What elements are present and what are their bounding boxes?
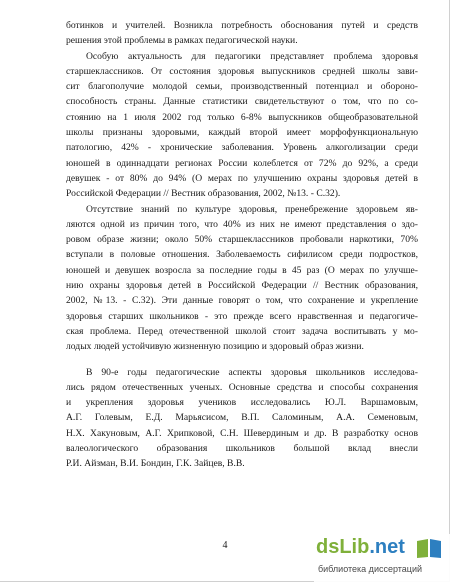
- text-line: старшеклассников. От состояния здоровья выпускников средней школы зави-: [66, 65, 418, 77]
- text-line: Н.Х. Хакуновым, А.Г. Хрипковой, С.Н. Шевердиным и др. В разработку основ: [66, 427, 418, 439]
- text-line: и укрепления здоровья учеников исследовались Ю.Л. Варшамовым,: [66, 397, 418, 409]
- watermark-logo-prefix: dsLib: [316, 536, 370, 558]
- text-line: здоровья старших школьников - это прежде всего нравственная и педагогиче-: [66, 310, 418, 322]
- body-text: [66, 18, 418, 472]
- watermark: [314, 534, 450, 582]
- text-line: ская проблема. Перед отечественной школой стоит задача воспитывать у мо-: [66, 325, 418, 337]
- text-line: решения этой проблемы в рамках педагогической науки.: [66, 35, 298, 47]
- text-line: патологию, 42% - хронические заболевания. Уровень алкоголизации среди: [66, 142, 418, 154]
- text-line: ляются одной из причин того, что 40% из них не имеют представления о здо-: [66, 218, 418, 230]
- text-line: ровом образе жизни; около 50% старшеклассников пробовали наркотики, 70%: [66, 234, 418, 246]
- text-line: Российской Федерации // Вестник образования, 2002, №13. - С.32).: [66, 188, 341, 200]
- text-line: сит благополучие молодой семьи, производственный потенциал и обороно-: [66, 81, 418, 93]
- text-line: способность страны. Данные статистики свидетельствуют о том, что по со-: [66, 96, 418, 108]
- text-line: нию охраны здоровья детей в Российской Федерации // Вестник образования,: [66, 280, 418, 292]
- text-line: Р.И. Айзман, В.И. Бондин, Г.К. Зайцев, В.В.: [66, 458, 245, 470]
- text-line: девушек - от 80% до 94% (О мерах по улучшению охраны здоровья детей в: [66, 172, 418, 184]
- text-line: ботинков и учителей. Возникла потребность обоснования путей и средств: [66, 20, 418, 31]
- text-line: В 90-е годы педагогические аспекты здоровья школьников исследова-: [86, 366, 418, 378]
- text-line: Особую актуальность для педагогики представляет проблема здоровья: [86, 50, 418, 62]
- text-line: школы признаны здоровыми, каждый второй имеет морфофункциональную: [66, 127, 418, 139]
- text-line: А.Г. Голевым, Е.Д. Марьясисом, В.П. Саломиным, А.А. Семеновым,: [66, 412, 418, 424]
- text-line: лись рядом отечественных ученых. Основные средства и способы сохранения: [66, 381, 418, 393]
- paragraph-gap: [66, 355, 418, 365]
- page-number: 4: [222, 540, 228, 551]
- watermark-logo-suffix: .net: [369, 536, 405, 558]
- text-line: юношей в одиннадцати регионах России колеблется от 72% до 92%, а среди: [66, 157, 418, 169]
- text-line: вступали в половые отношения. Заболеваемость сифилисом среди подростков,: [66, 249, 418, 261]
- text-line: юношей и девушек возросла за последние годы в 45 раз (О мерах по улучше-: [66, 264, 418, 276]
- text-line: стоянию на 1 июля 2002 год только 6-8% выпускников общеобразовательной: [66, 111, 418, 123]
- text-line: лодых людей устойчивую жизненную позицию и здоровый образ жизни.: [66, 341, 364, 353]
- watermark-logo: [316, 536, 405, 559]
- book-icon: [414, 536, 444, 560]
- text-line: 2002, №13. - С.32). Эти данные говорят о том, что сохранение и укрепление: [66, 295, 418, 307]
- watermark-tagline: библиотека диссертаций: [318, 564, 423, 574]
- text-line: валеологического образования школьников большой вклад внесли: [66, 443, 418, 455]
- text-line: Отсутствие знаний по культуре здоровья, пренебрежение здоровьем яв-: [86, 203, 418, 215]
